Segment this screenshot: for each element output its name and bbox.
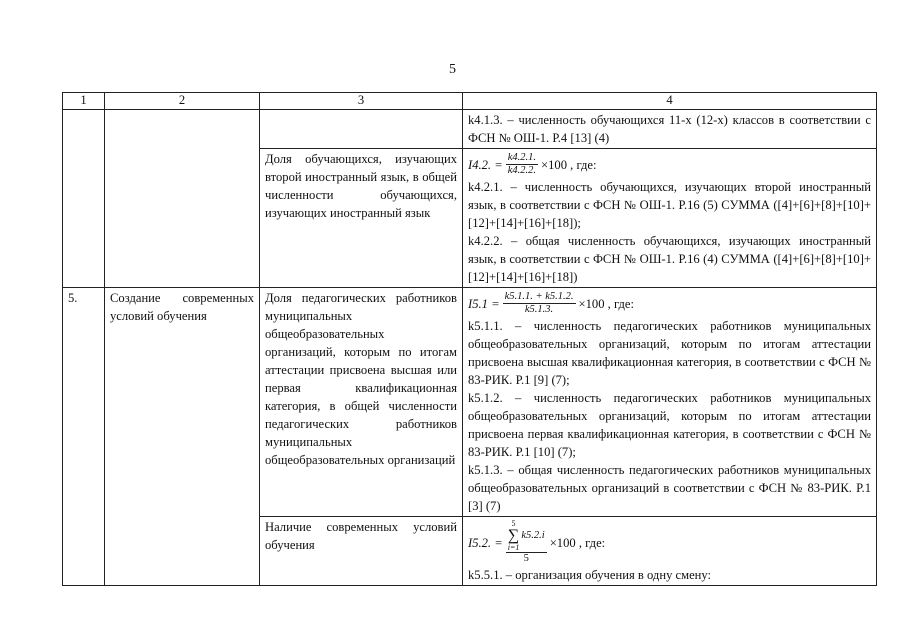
- formula-numerator: [506, 520, 547, 553]
- definition-text: k4.1.3. – численность обучающихся 11-х (12-х) классов в соответствии с ФСН № ОШ-1. Р.4 [13] (4): [463, 110, 877, 149]
- sum-term: k5.2.i: [521, 530, 545, 541]
- formula-numerator: k4.2.1.: [507, 152, 537, 163]
- table-row: [63, 110, 877, 149]
- sum-lower: i=1: [507, 543, 520, 552]
- row-number: 5.: [63, 288, 105, 586]
- cell-empty: [260, 110, 463, 149]
- formula-denominator: k4.2.2.: [507, 165, 537, 176]
- formula-tail: ×100 , где:: [541, 157, 597, 172]
- definition-text: k5.5.1. – организация обучения в одну смену:: [468, 568, 712, 582]
- formula-lhs: I5.1 =: [468, 296, 500, 311]
- cell-empty: [63, 110, 105, 288]
- definition-text: k5.1.3. – общая численность педагогических работников муниципальных общеобразовательных организаций в соответствии с ФСН № 83-РИК. Р.1 [3] (7): [468, 463, 871, 513]
- formula: [468, 152, 871, 177]
- indicator-name: Доля обучающихся, изучающих второй иностранный язык, в общей численности обучающихся, изучающих иностранный язык: [260, 149, 463, 288]
- formula-tail: ×100 , где:: [578, 296, 634, 311]
- table-header-row: [63, 93, 877, 110]
- formula-fraction: [506, 152, 538, 177]
- section-name: Создание современных условий обучения: [105, 288, 260, 586]
- formula: [468, 291, 871, 316]
- formula-numerator: k5.1.1. + k5.1.2.: [504, 291, 574, 302]
- sigma-icon: ∑: [507, 527, 520, 544]
- formula: [468, 520, 871, 565]
- definition-text: k4.2.2. – общая численность обучающихся, изучающих иностранный язык, в соответствии с ФСН № ОШ-1. Р.16 (4) СУММА ([4]+[6]+[8]+[10]+[12]+[14]+[16]+[18]): [468, 234, 871, 284]
- formula-denominator: 5: [523, 553, 529, 564]
- header-col-2: 2: [105, 93, 260, 110]
- definition-text: k5.1.1. – численность педагогических работников муниципальных общеобразовательных организаций, которым по итогам аттестации присвоена высшая квалификационная категория, в соответствии с ФСН № 83-РИК. Р.1 [9] (7);: [468, 319, 871, 387]
- header-col-1: 1: [63, 93, 105, 110]
- formula-lhs: I5.2. =: [468, 535, 503, 550]
- definition-text: k4.2.1. – численность обучающихся, изучающих второй иностранный язык, в соответствии с ФСН № ОШ-1. Р.16 (5) СУММА ([4]+[6]+[8]+[10]+[12]+[14]+[16]+[18]);: [468, 180, 871, 230]
- indicator-method: [463, 149, 877, 288]
- indicator-method: [463, 517, 877, 586]
- formula-fraction: [506, 520, 547, 565]
- header-col-4: 4: [463, 93, 877, 110]
- indicator-name: Доля педагогических работников муниципальных общеобразовательных организаций, которым по итогам аттестации присвоена высшая или первая квалификационная категория, в общей численности педагогических работников муниципальных общеобразовательных организаций: [260, 288, 463, 517]
- formula-lhs: I4.2. =: [468, 157, 503, 172]
- indicator-table: [62, 92, 877, 586]
- formula-tail: ×100 , где:: [549, 535, 606, 550]
- cell-empty: [105, 110, 260, 288]
- page-number: 5: [449, 62, 456, 77]
- formula-denominator: k5.1.3.: [524, 304, 554, 315]
- formula-fraction: [503, 291, 576, 316]
- indicator-method: [463, 288, 877, 517]
- definition-text: k5.1.2. – численность педагогических работников муниципальных общеобразовательных организаций, которым по итогам аттестации присвоена первая квалификационная категория, в соответствии с ФСН № 83-РИК. Р.1 [10] (7);: [468, 391, 871, 459]
- indicator-name: Наличие современных условий обучения: [260, 517, 463, 586]
- sum-upper: 5: [511, 519, 516, 528]
- sum-sign: [508, 520, 520, 552]
- header-col-3: 3: [260, 93, 463, 110]
- table-row: [63, 288, 877, 517]
